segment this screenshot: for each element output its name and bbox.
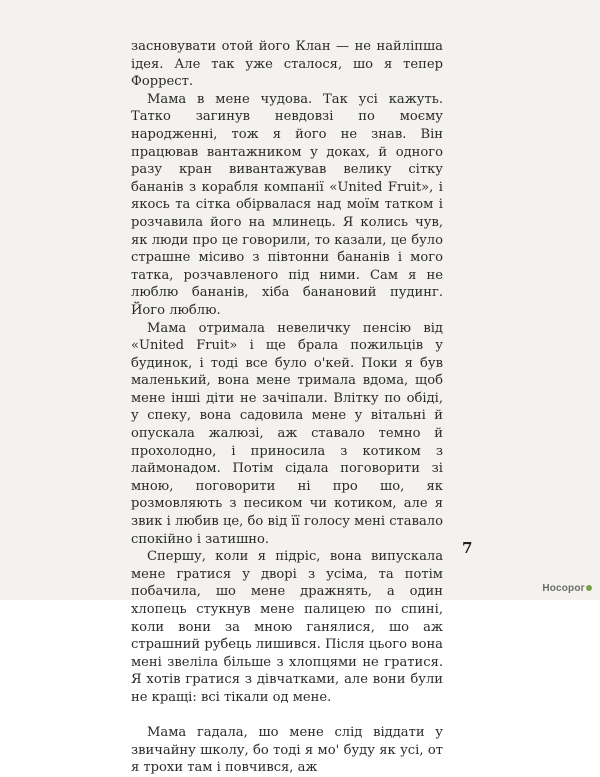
watermark-text: Носорог (542, 583, 585, 594)
paragraph: засновувати отой його Клан — не найліпша ідея. Але так уже сталося, шо я тепер Форрест. (131, 39, 443, 90)
paragraph-gap (131, 707, 443, 725)
paragraph: Мама отримала невеличку пенсію від «United Fruit» і ще брала пожильців у будинок, і тоді все було о'кей. Поки я був маленький, вона мене тримала вдома, щоб мене інші діти не зачіпали. Влітку по обіді, у спеку, вона садовила мене у вітальні й опускала жалюзі, аж ставало темно й прохолодно, і приносила з котиком з лаймонадом. Потім сідала поговорити зі мною, поговорити ні про шо, як розмовляють з песиком чи котиком, але я звик і любив це, бо від її голосу мені ставало спокійно і затишно. (131, 320, 443, 547)
paragraph: Мама в мене чудова. Так усі кажуть. Татко загинув невдовзі по моєму народженні, тож я його не знав. Він працював вантажником у доках, й одного разу кран вивантажував велику сітку бананів з корабля компанії «United Fruit», і якось та сітка обірвалася над моїм татком і розчавила його на млинець. Я колись чув, як люди про це говорили, то казали, це було страшне місиво з півтонни бананів і мого татка, розчавленого під ними. Сам я не люблю бананів, хіба банановий пудинг. Його люблю. (131, 91, 443, 318)
page-number: 7 (462, 539, 473, 557)
watermark-logo-icon (586, 585, 592, 591)
page-text (131, 38, 443, 777)
publisher-watermark (542, 583, 592, 594)
paragraph: Мама гадала, шо мене слід віддати у звичайну школу, бо тоді я мо' буду як усі, от я трохи там і повчився, аж (131, 725, 443, 776)
paragraph: Спершу, коли я підріс, вона випускала мене гратися у дворі з усіма, та потім побачила, шо мене дражнять, а один хлопець стукнув мене палицею по спині, коли вони за мною ганялися, шо аж страшний рубець лишився. Після цього вона мені звеліла більше з хлопцями не гратися. Я хотів гратися з дівчатками, але вони були не кращі: всі тікали од мене. (131, 549, 443, 705)
